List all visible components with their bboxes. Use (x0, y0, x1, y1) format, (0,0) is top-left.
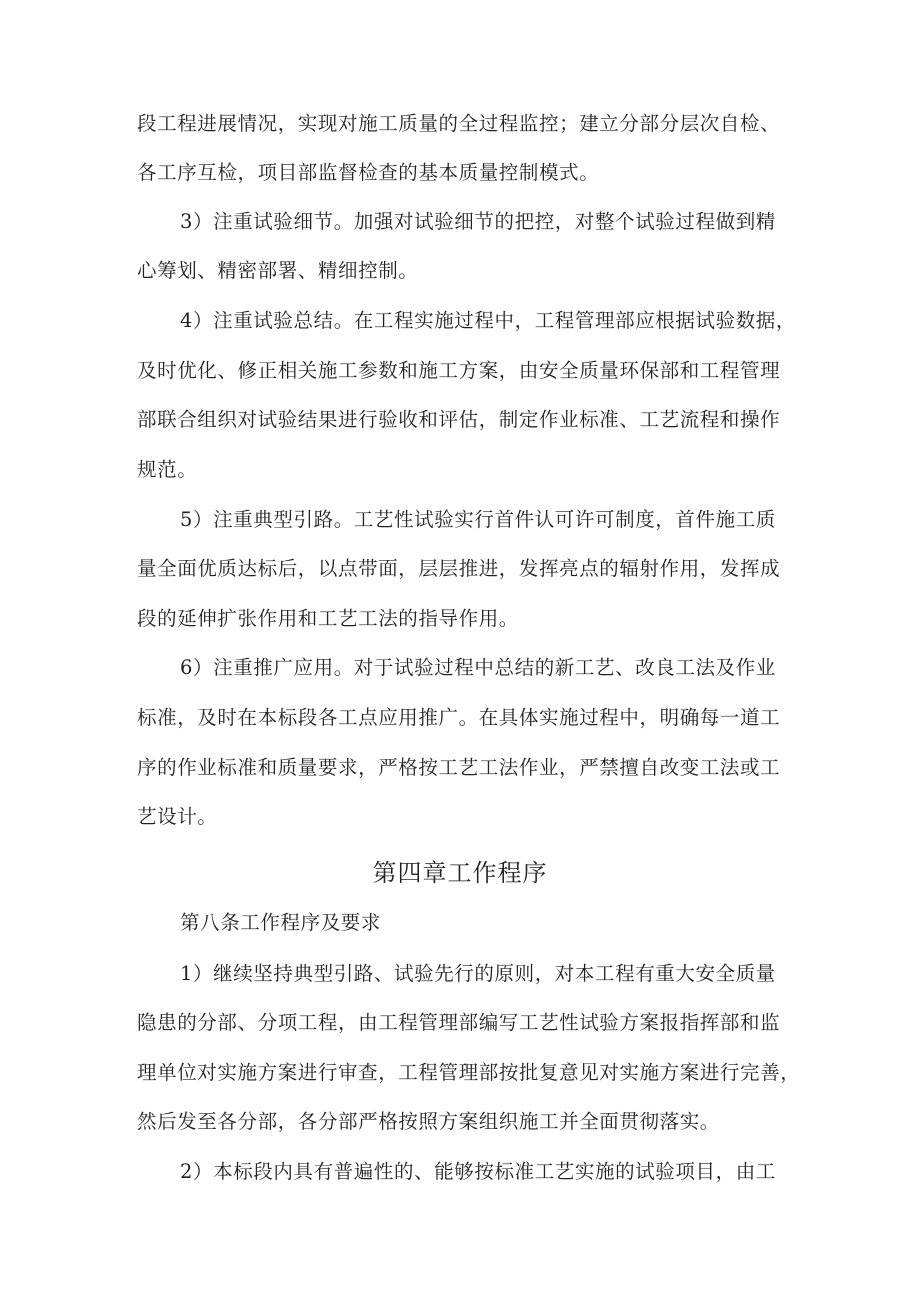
chapter-heading: 第四章工作程序 (372, 859, 548, 887)
text-line: 1）继续坚持典型引路、试验先行的原则，对本工程有重大安全质量 (180, 962, 776, 985)
text-line: 及时优化、修正相关施工参数和施工方案，由安全质量环保部和工程管理 (137, 359, 781, 382)
text-line: 6）注重推广应用。对于试验过程中总结的新工艺、改良工法及作业 (180, 656, 776, 679)
text-line: 理单位对实施方案进行审查，工程管理部按批复意见对实施方案进行完善， (137, 1061, 801, 1084)
article-heading: 第八条工作程序及要求 (180, 911, 382, 934)
text-line: 然后发至各分部，各分部严格按照方案组织施工并全面贯彻落实。 (137, 1110, 720, 1133)
text-line: 各工序互检，项目部监督检查的基本质量控制模式。 (137, 161, 600, 184)
text-line: 隐患的分部、分项工程，由工程管理部编写工艺性试验方案报指挥部和监 (137, 1011, 781, 1034)
text-line: 标准，及时在本标段各工点应用推广。在具体实施过程中，明确每一道工 (137, 706, 781, 729)
text-line: 2）本标段内具有普遍性的、能够按标准工艺实施的试验项目，由工 (180, 1160, 776, 1183)
text-line: 4）注重试验总结。在工程实施过程中，工程管理部应根据试验数据， (180, 309, 797, 332)
text-line: 艺设计。 (137, 805, 218, 828)
text-line: 5）注重典型引路。工艺性试验实行首件认可许可制度，首件施工质 (180, 508, 776, 531)
text-line: 量全面优质达标后，以点带面，层层推进，发挥亮点的辐射作用，发挥成 (137, 557, 781, 580)
text-line: 段工程进展情况，实现对施工质量的全过程监控；建立分部分层次自检、 (137, 112, 781, 135)
text-line: 规范。 (137, 458, 198, 481)
text-line: 3）注重试验细节。加强对试验细节的把控，对整个试验过程做到精 (180, 210, 776, 233)
text-line: 段的延伸扩张作用和工艺工法的指导作用。 (137, 607, 519, 630)
text-line: 心筹划、精密部署、精细控制。 (137, 259, 419, 282)
text-line: 部联合组织对试验结果进行验收和评估，制定作业标准、工艺流程和操作 (137, 408, 781, 431)
text-line: 序的作业标准和质量要求，严格按工艺工法作业，严禁擅自改变工法或工 (137, 756, 781, 779)
